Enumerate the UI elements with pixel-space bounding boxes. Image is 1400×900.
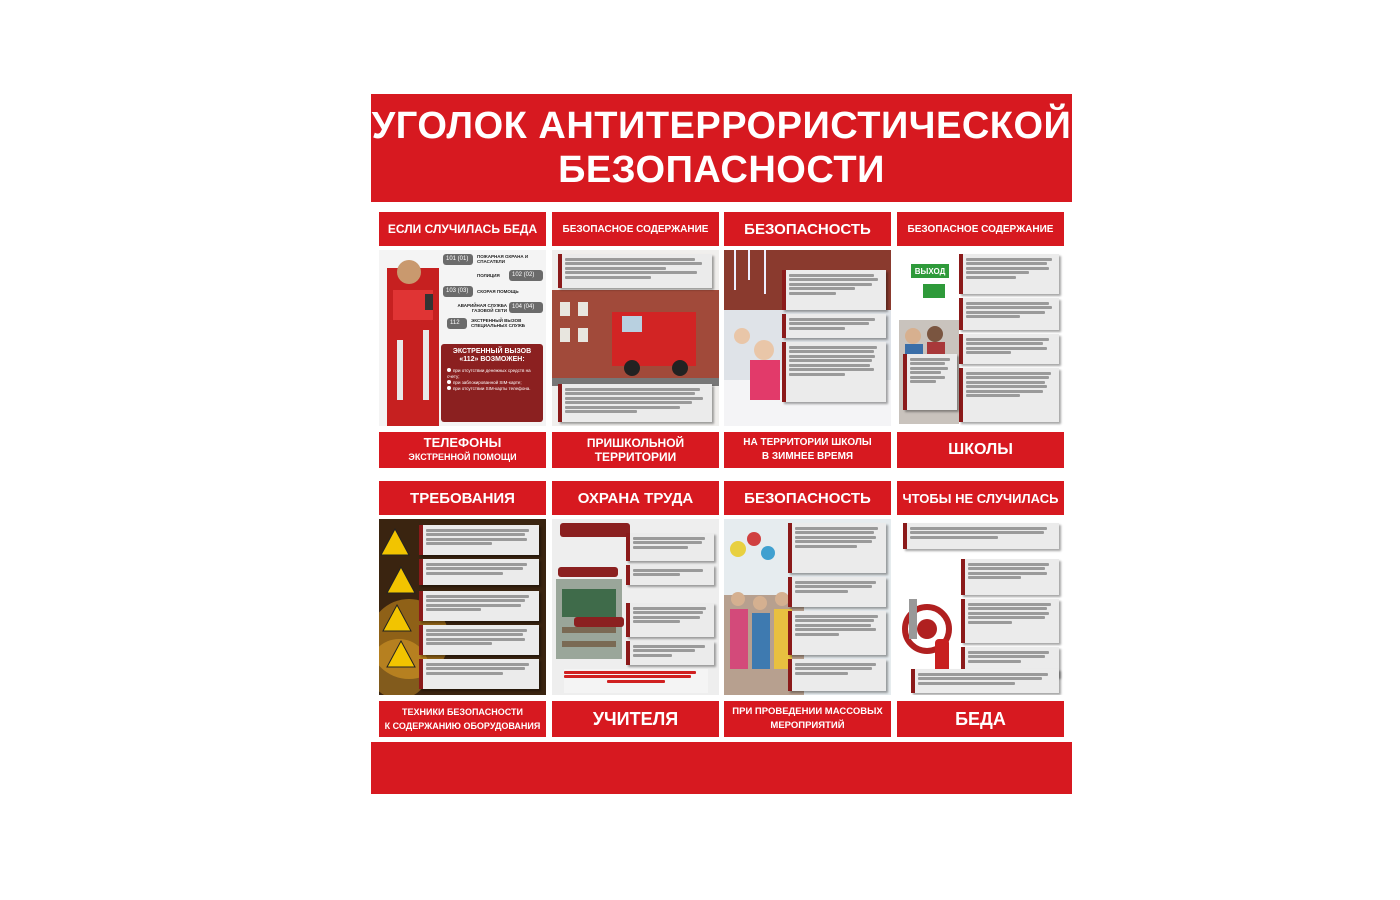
text-block [782, 314, 886, 338]
text-block [961, 599, 1059, 643]
code-label: ПОЛИЦИЯ [477, 273, 500, 278]
panel-footer: БЕДА [897, 701, 1064, 737]
text-block [626, 641, 714, 665]
box-item: при отсутствии денежных средств на счету; [447, 368, 531, 379]
panel-labor-protection [552, 481, 719, 737]
panel-footer: ШКОЛЫ [897, 432, 1064, 468]
text-block [626, 533, 714, 561]
panel-body [724, 250, 891, 426]
red-caption [564, 669, 708, 693]
text-block [419, 659, 539, 689]
code-badge: 104 (04) [509, 302, 543, 313]
panel-school-maintenance [897, 212, 1064, 468]
panel-body [552, 250, 719, 426]
panel-header: БЕЗОПАСНОСТЬ [724, 212, 891, 246]
panel-emergency-phones [379, 212, 546, 468]
panel-body [897, 519, 1064, 695]
red-label [558, 567, 618, 577]
panel-body [379, 250, 546, 426]
red-label [560, 523, 630, 537]
panel-header: ЕСЛИ СЛУЧИЛАСЬ БЕДА [379, 212, 546, 246]
text-block [788, 523, 886, 573]
text-block [419, 525, 539, 555]
text-block [788, 611, 886, 655]
text-block [903, 523, 1059, 549]
panel-equipment-safety [379, 481, 546, 737]
panel-prevent-disaster [897, 481, 1064, 737]
panel-mass-events [724, 481, 891, 737]
code-badge: 103 (03) [443, 286, 473, 297]
code-label: ПОЖАРНАЯ ОХРАНА И СПАСАТЕЛИ [477, 254, 529, 264]
panel-footer: ТЕЛЕФОНЫ ЭКСТРЕННОЙ ПОМОЩИ [379, 432, 546, 468]
code-badge: 101 (01) [443, 254, 473, 265]
panel-school-territory [552, 212, 719, 468]
poster-title [371, 94, 1072, 202]
box-title: ЭКСТРЕННЫЙ ВЫЗОВ «112» ВОЗМОЖЕН: [452, 348, 532, 363]
text-block [959, 368, 1059, 422]
text-block [788, 577, 886, 607]
panel-body [379, 519, 546, 695]
panel-footer: ПРИШКОЛЬНОЙ ТЕРРИТОРИИ [552, 432, 719, 468]
panel-footer: ПРИ ПРОВЕДЕНИИ МАССОВЫХ МЕРОПРИЯТИЙ [724, 701, 891, 737]
text-block [558, 384, 712, 422]
text-block [959, 334, 1059, 364]
panel-header: БЕЗОПАСНОЕ СОДЕРЖАНИЕ [552, 212, 719, 246]
text-block [959, 298, 1059, 330]
code-badge: 102 (02) [509, 270, 543, 281]
text-block [558, 254, 712, 288]
panel-footer: УЧИТЕЛЯ [552, 701, 719, 737]
text-block [961, 559, 1059, 595]
panel-footer: НА ТЕРРИТОРИИ ШКОЛЫ В ЗИМНЕЕ ВРЕМЯ [724, 432, 891, 468]
code-badge: 112 [447, 318, 467, 329]
panel-header: ЧТОБЫ НЕ СЛУЧИЛАСЬ [897, 481, 1064, 515]
panel-header: БЕЗОПАСНОЕ СОДЕРЖАНИЕ [897, 212, 1064, 246]
panel-header: БЕЗОПАСНОСТЬ [724, 481, 891, 515]
panel-winter-safety [724, 212, 891, 468]
bottom-strip [371, 742, 1072, 794]
box-item: при заблокированной SIM-карте; [447, 380, 537, 386]
panel-body [552, 519, 719, 695]
panel-body [724, 519, 891, 695]
title-line-1: УГОЛОК АНТИТЕРРОРИСТИЧЕСКОЙ [371, 105, 1072, 147]
code-label: СКОРАЯ ПОМОЩЬ [477, 289, 519, 294]
code-label: АВАРИЙНАЯ СЛУЖБА ГАЗОВОЙ СЕТИ [457, 303, 507, 313]
text-block [782, 342, 886, 402]
poster-board [371, 94, 1072, 794]
emergency-112-box [441, 344, 543, 422]
text-block [903, 354, 957, 410]
text-block [911, 669, 1059, 693]
panel-body [897, 250, 1064, 426]
code-label: ЭКСТРЕННЫЙ ВЫЗОВ СПЕЦИАЛЬНЫХ СЛУЖБ [471, 318, 526, 328]
panel-header: ТРЕБОВАНИЯ [379, 481, 546, 515]
text-block [419, 559, 539, 585]
panels-area [371, 202, 1072, 742]
panel-header: ОХРАНА ТРУДА [552, 481, 719, 515]
panel-footer: ТЕХНИКИ БЕЗОПАСНОСТИ К СОДЕРЖАНИЮ ОБОРУДОВАНИЯ [379, 701, 546, 737]
text-block [419, 625, 539, 655]
text-block [782, 270, 886, 310]
text-block [626, 603, 714, 637]
text-block [959, 254, 1059, 294]
red-label [574, 617, 624, 627]
title-line-2: БЕЗОПАСНОСТИ [558, 149, 885, 191]
exit-sign: ВЫХОД [911, 264, 949, 278]
text-block [419, 591, 539, 621]
box-item: при отсутствии SIM-карты телефона. [447, 386, 537, 392]
text-block [626, 565, 714, 585]
text-block [788, 659, 886, 691]
